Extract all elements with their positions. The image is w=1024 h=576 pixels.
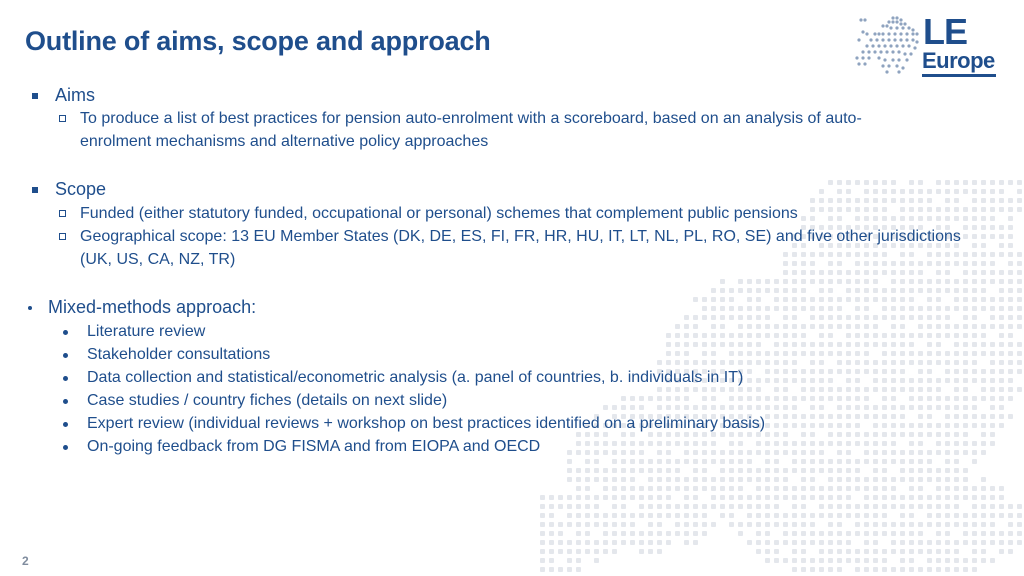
round-bullet-icon <box>63 445 68 450</box>
approach-item: Expert review (individual reviews + workshop on best practices identified on a preliminary basis) <box>87 415 766 432</box>
hollow-square-bullet-icon <box>59 233 66 240</box>
hollow-square-bullet-icon <box>59 115 66 122</box>
round-bullet-icon <box>63 399 68 404</box>
hollow-square-bullet-icon <box>59 210 66 217</box>
scope-item-1: Funded (either statutory funded, occupational or personal) schemes that complement public pensions <box>80 205 798 222</box>
approach-item: Literature review <box>87 323 206 340</box>
page-title: Outline of aims, scope and approach <box>25 26 491 56</box>
aims-item-1-line-1: To produce a list of best practices for pension auto-enrolment with a scoreboard, based on an analysis of auto- <box>80 110 862 127</box>
round-bullet-icon <box>28 306 32 310</box>
round-bullet-icon <box>63 422 68 427</box>
aims-item-1-line-2: enrolment mechanisms and alternative policy approaches <box>80 133 489 150</box>
logo-le-text: LE <box>923 11 968 52</box>
approach-heading: Mixed-methods approach: <box>48 297 257 317</box>
scope-item-2-line-2: (UK, US, CA, NZ, TR) <box>80 251 236 268</box>
square-bullet-icon <box>32 187 38 193</box>
page-number: 2 <box>22 554 29 568</box>
approach-item: Stakeholder consultations <box>87 346 271 363</box>
round-bullet-icon <box>63 353 68 358</box>
square-bullet-icon <box>32 93 38 99</box>
round-bullet-icon <box>63 376 68 381</box>
scope-item-2-line-1: Geographical scope: 13 EU Member States (DK, DE, ES, FI, FR, HR, HU, IT, LT, NL, PL, RO, SE) and five other jurisdictions <box>80 228 961 245</box>
round-bullet-icon <box>63 330 68 335</box>
approach-item: On-going feedback from DG FISMA and from EIOPA and OECD <box>87 438 541 455</box>
approach-item: Case studies / country fiches (details on next slide) <box>87 392 448 409</box>
approach-item: Data collection and statistical/econometric analysis (a. panel of countries, b. individuals in IT) <box>87 369 744 386</box>
logo-europe-text: Europe <box>922 48 995 73</box>
aims-heading: Aims <box>55 85 95 105</box>
scope-heading: Scope <box>55 179 107 199</box>
